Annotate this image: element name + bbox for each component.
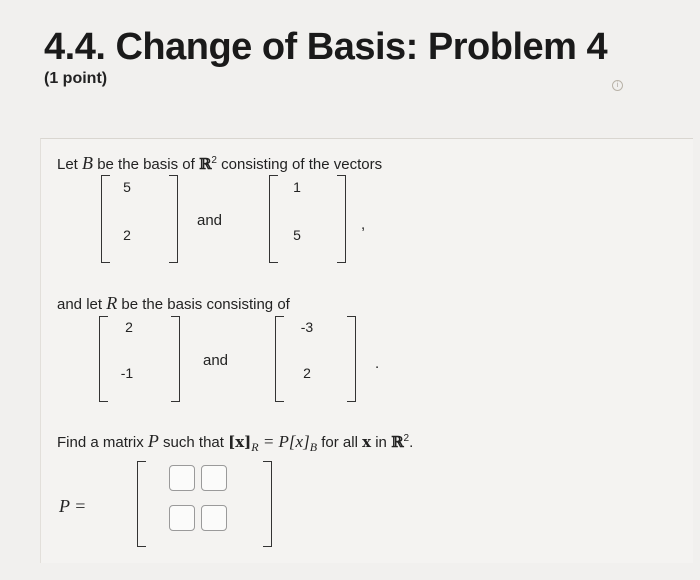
matrix-P-symbol: P [147, 431, 159, 451]
and-label: and [197, 212, 223, 229]
real-space-symbol: ℝ [391, 433, 404, 451]
formula-xR: [x] [228, 433, 252, 451]
vector-period: . [375, 355, 380, 372]
question-pre: Find a matrix [57, 434, 144, 451]
problem-panel [40, 138, 693, 563]
second-post: be the basis consisting of [121, 296, 290, 313]
second-line [57, 293, 290, 314]
info-icon[interactable]: i [612, 80, 623, 91]
answer-cell-1-1[interactable] [169, 465, 195, 491]
vector-entry: 2 [303, 365, 311, 381]
question-mid: such that [163, 434, 224, 451]
vector-comma: , [361, 216, 366, 233]
formula-eq: = P[x] [258, 432, 310, 451]
intro-exponent: 2 [211, 155, 217, 166]
vector-entry: 1 [293, 179, 301, 195]
vector-entry: 5 [123, 179, 131, 195]
vector-x: x [362, 433, 372, 451]
intro-pre: Let [57, 156, 78, 173]
vector-entry: 2 [125, 319, 133, 335]
and-label: and [203, 352, 229, 369]
answer-cell-1-2[interactable] [201, 465, 227, 491]
vector-entry: 2 [123, 227, 131, 243]
question-line [57, 431, 413, 455]
formula-sub-B: B [309, 440, 318, 454]
answer-cell-2-2[interactable] [201, 505, 227, 531]
second-pre: and let [57, 296, 103, 313]
intro-mid: be the basis of [97, 156, 195, 173]
vector-entry: 5 [293, 227, 301, 243]
intro-post: consisting of the vectors [221, 156, 383, 173]
basis-B-symbol: B [82, 153, 94, 173]
points-label: (1 point) [44, 70, 108, 87]
question-end: . [409, 434, 414, 451]
answer-label: P = [59, 496, 87, 516]
question-exponent: 2 [403, 433, 410, 444]
vector-entry: -1 [120, 365, 134, 381]
question-in: in [375, 434, 387, 451]
vector-entry: -3 [300, 319, 314, 335]
answer-cell-2-1[interactable] [169, 505, 195, 531]
page-title: 4.4. Change of Basis: Problem 4 [44, 26, 608, 68]
basis-R-symbol: R [106, 293, 118, 313]
real-space-symbol: ℝ [198, 155, 212, 173]
question-post: for all [321, 434, 358, 451]
formula-sub-R: R [251, 440, 259, 454]
intro-line [57, 153, 382, 174]
